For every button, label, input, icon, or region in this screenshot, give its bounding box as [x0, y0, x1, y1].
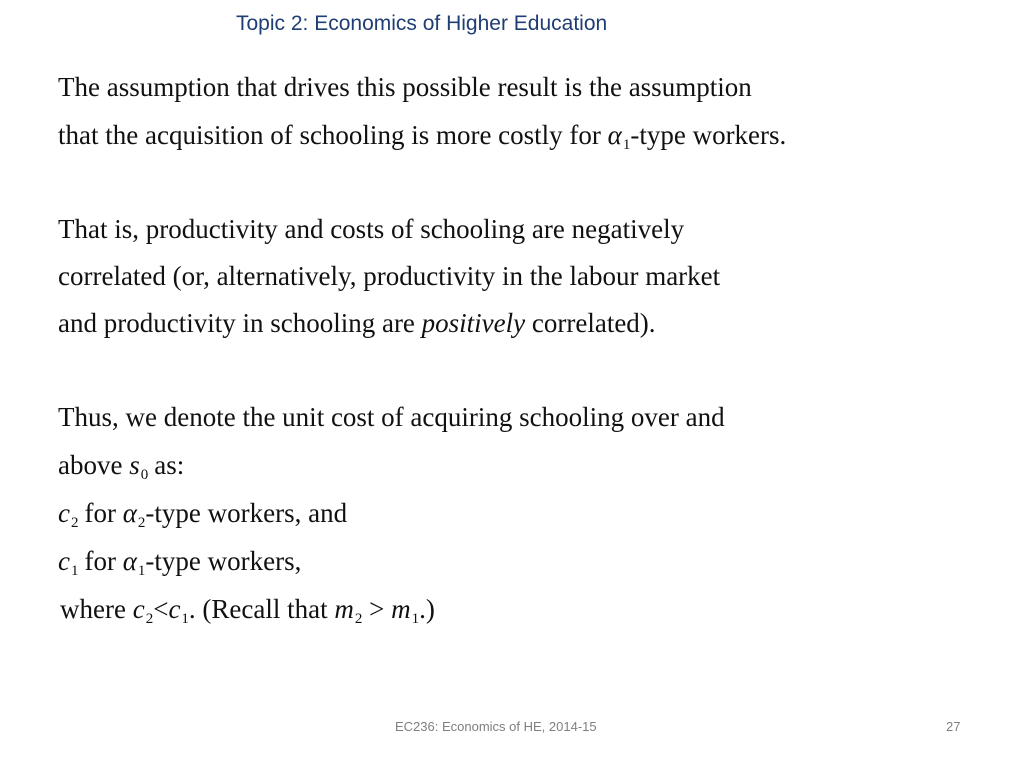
text: .): [419, 594, 435, 624]
text: as:: [154, 450, 185, 480]
text: correlated).: [525, 308, 656, 338]
subscript: 2: [354, 611, 363, 627]
subscript: 1: [411, 611, 420, 627]
text: above: [58, 450, 130, 480]
paragraph-2-line-3: [58, 310, 656, 337]
footer-course: EC236: Economics of HE, 2014-15: [395, 719, 597, 734]
emphasis-positively: positively: [421, 308, 526, 338]
subscript: 0: [140, 467, 149, 483]
subscript: 1: [181, 611, 189, 627]
text: for: [84, 498, 123, 528]
c-symbol: c: [58, 498, 70, 528]
text: -type workers,: [145, 546, 302, 576]
paragraph-1-line-2: [58, 122, 786, 153]
c-symbol: c: [168, 594, 181, 624]
m-symbol: m: [334, 594, 354, 624]
less-than: <: [153, 594, 169, 624]
paragraph-2-line-2: correlated (or, alternatively, productivity in the labour market: [58, 261, 721, 291]
m-symbol: m: [391, 594, 411, 624]
c-symbol: c: [132, 594, 145, 624]
text: where: [60, 594, 133, 624]
subscript: 2: [137, 515, 146, 531]
subscript: 2: [70, 515, 79, 531]
text: for: [84, 546, 123, 576]
text: and productivity in schooling are: [58, 308, 422, 338]
text: that the acquisition of schooling is more costly for: [58, 120, 608, 150]
paragraph-3-line-1: Thus, we denote the unit cost of acquiring schooling over and: [58, 402, 725, 432]
text: . (Recall that: [188, 594, 335, 624]
s-symbol: s: [129, 450, 140, 480]
alpha-symbol: α: [122, 546, 137, 576]
subscript: 2: [145, 611, 154, 627]
c-symbol: c: [58, 546, 70, 576]
slide-title: Topic 2: Economics of Higher Education: [236, 12, 608, 35]
subscript: 1: [622, 137, 631, 153]
paragraph-3-line-2: [58, 452, 184, 483]
where-clause: [60, 596, 435, 627]
alpha-symbol: α: [122, 498, 137, 528]
page-number: 27: [946, 719, 961, 734]
c2-definition: [58, 500, 347, 531]
text: -type workers, and: [145, 498, 348, 528]
paragraph-2-line-1: That is, productivity and costs of schooling are negatively: [58, 214, 685, 244]
alpha-symbol: α: [607, 120, 622, 150]
greater-than: >: [362, 594, 392, 624]
subscript: 1: [137, 563, 146, 579]
paragraph-1-line-1: The assumption that drives this possible result is the assumption: [58, 72, 752, 102]
text: -type workers.: [630, 120, 787, 150]
c1-definition: [58, 548, 301, 579]
subscript: 1: [70, 563, 79, 579]
